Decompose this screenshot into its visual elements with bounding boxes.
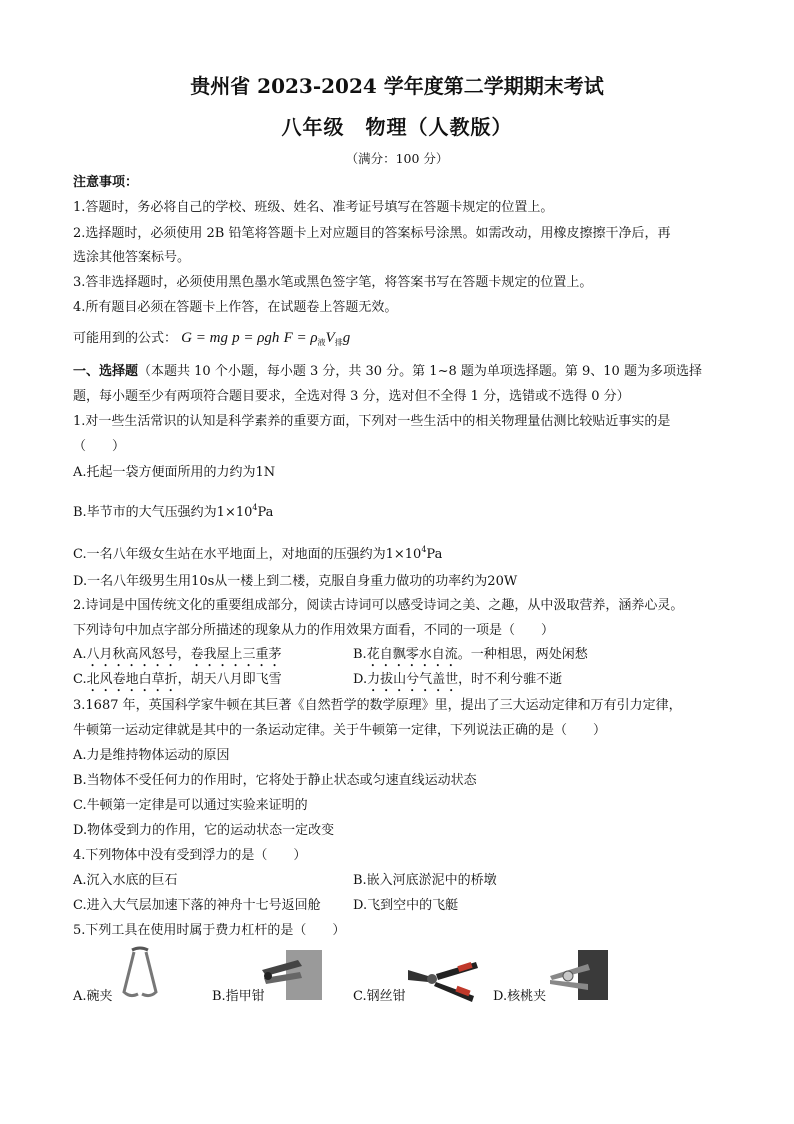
emphasized-text: 花自飘零水自流	[366, 647, 458, 662]
option-label: D.	[353, 672, 368, 687]
full-score: （满分：100 分）	[345, 151, 449, 166]
q3-option-d: D.物体受到力的作用，它的运动状态一定改变	[73, 823, 335, 838]
q3-option-a: A.力是维持物体运动的原因	[73, 748, 230, 763]
q2-option-b	[353, 646, 588, 670]
q2-option-c	[73, 671, 282, 695]
option-text: ，胡天八月即飞雪	[177, 672, 282, 687]
formula-gravity: G = mg	[181, 330, 228, 346]
formula-label: 可能用到的公式：	[73, 331, 178, 346]
q5-stem: 5.下列工具在使用时属于费力杠杆的是（ ）	[73, 923, 346, 938]
q4-option-d: D.飞到空中的飞艇	[353, 898, 459, 913]
q3-option-c: C.牛顿第一定律是可以通过实验来证明的	[73, 798, 308, 813]
buoyancy-part: V	[325, 330, 335, 346]
exam-subtitle: 八年级 物理（人教版）	[281, 115, 513, 139]
notice-item: 4.所有题目必须在答题卡上作答，在试题卷上答题无效。	[73, 300, 398, 315]
notice-item: 2.选择题时，必须使用 2B 铅笔将答题卡上对应题目的答案标号涂黑。如需改动，用橡皮擦擦干净后，再	[73, 226, 671, 241]
q5-option-c: C.钢丝钳	[353, 989, 406, 1004]
formula-buoyancy	[284, 330, 351, 346]
option-label: C.	[73, 672, 87, 687]
bowl-clip-image	[110, 946, 170, 1002]
emphasized-text: 北风卷地白草折	[86, 672, 178, 687]
option-text: C.一名八年级女生站在水平地面上，对地面的压强约为1×10	[73, 547, 422, 562]
notice-heading: 注意事项：	[73, 175, 139, 190]
q4-option-a: A.沉入水底的巨石	[73, 873, 178, 888]
nail-clipper-image	[258, 950, 322, 1000]
q4-stem: 4.下列物体中没有受到浮力的是（ ）	[73, 848, 307, 863]
q4-option-c: C.进入大气层加速下落的神舟十七号返回舱	[73, 898, 321, 913]
section1-line1	[73, 363, 702, 381]
q5-option-b: B.指甲钳	[212, 989, 265, 1004]
section1-heading: 一、选择题	[73, 364, 139, 379]
q2-option-a	[73, 646, 282, 670]
option-label: A.	[73, 647, 87, 662]
exponent: 4	[252, 503, 258, 512]
q3-option-b: B.当物体不受任何力的作用时，它将处于静止状态或匀速直线运动状态	[73, 773, 477, 788]
q1-stem: 1.对一些生活常识的认知是科学素养的重要方面，下列对一些生活中的相关物理量估测比较贴近事实的是	[73, 414, 671, 429]
q2-stem: 下列诗句中加点字部分所描述的现象从力的作用效果方面看，不同的一项是（ ）	[73, 623, 555, 638]
q5-option-d: D.核桃夹	[493, 989, 547, 1004]
option-unit: Pa	[426, 547, 443, 562]
q4-option-b: B.嵌入河底淤泥中的桥墩	[353, 873, 497, 888]
buoyancy-part: F = ρ	[283, 330, 318, 346]
emphasized-text: 八月秋高风怒号，卷我屋上三重茅	[86, 647, 282, 662]
nutcracker-icon	[548, 950, 608, 1000]
notice-item: 选涂其他答案标号。	[73, 250, 191, 265]
wire-pliers-icon	[406, 958, 478, 1002]
buoyancy-sub-displaced: 排	[334, 338, 343, 347]
notice-item: 3.答非选择题时，必须使用黑色墨水笔或黑色签字笔，将答案书写在答题卡规定的位置上。	[73, 275, 593, 290]
buoyancy-part: g	[342, 330, 351, 346]
option-text: ，时不利兮骓不逝	[458, 672, 563, 687]
nutcracker-image	[548, 950, 608, 1000]
formula-line	[73, 329, 350, 352]
q2-option-d	[353, 671, 562, 695]
q1-option-c	[73, 541, 442, 564]
formula-liquid-pressure: p = ρgh	[232, 330, 280, 346]
bowl-clip-icon	[110, 946, 170, 1002]
q3-stem: 牛顿第一运动定律就是其中的一条运动定律。关于牛顿第一定律，下列说法正确的是（ ）	[73, 723, 607, 738]
buoyancy-sub-liquid: 液	[317, 338, 326, 347]
section1-desc: 题，每小题至少有两项符合题目要求，全选对得 3 分，选对但不全得 1 分，选错或不选得 0 分）	[73, 389, 630, 404]
emphasized-text: 力拔山兮气盖世	[367, 672, 459, 687]
option-text: 。一种相思，两处闲愁	[457, 647, 588, 662]
q1-option-a: A.托起一袋方便面所用的力约为1N	[73, 465, 276, 480]
option-text: B.毕节市的大气压强约为1×10	[73, 505, 253, 520]
option-unit: Pa	[257, 505, 274, 520]
q1-option-d: D.一名八年级男生用10s从一楼上到二楼，克服自身重力做功的功率约为20W	[73, 574, 518, 589]
exponent: 4	[421, 545, 427, 554]
section1-desc: （本题共 10 个小题，每小题 3 分，共 30 分。第 1~8 题为单项选择题。第 9、10 题为多项选择	[138, 364, 702, 379]
exam-title: 贵州省 2023-2024 学年度第二学期期末考试	[190, 74, 604, 98]
q5-option-a: A.碗夹	[73, 989, 113, 1004]
q1-stem: （ ）	[73, 439, 126, 454]
q3-stem: 3.1687 年，英国科学家牛顿在其巨著《自然哲学的数学原理》里，提出了三大运动定律和万有引力定律，	[73, 698, 682, 713]
option-label: B.	[353, 647, 367, 662]
wire-pliers-image	[406, 958, 478, 1002]
q1-option-b	[73, 499, 273, 522]
nail-clipper-icon	[258, 950, 322, 1000]
q2-stem: 2.诗词是中国传统文化的重要组成部分，阅读古诗词可以感受诗词之美、之趣，从中汲取营养，涵养心灵。	[73, 598, 684, 613]
notice-item: 1.答题时，务必将自己的学校、班级、姓名、准考证号填写在答题卡规定的位置上。	[73, 200, 554, 215]
